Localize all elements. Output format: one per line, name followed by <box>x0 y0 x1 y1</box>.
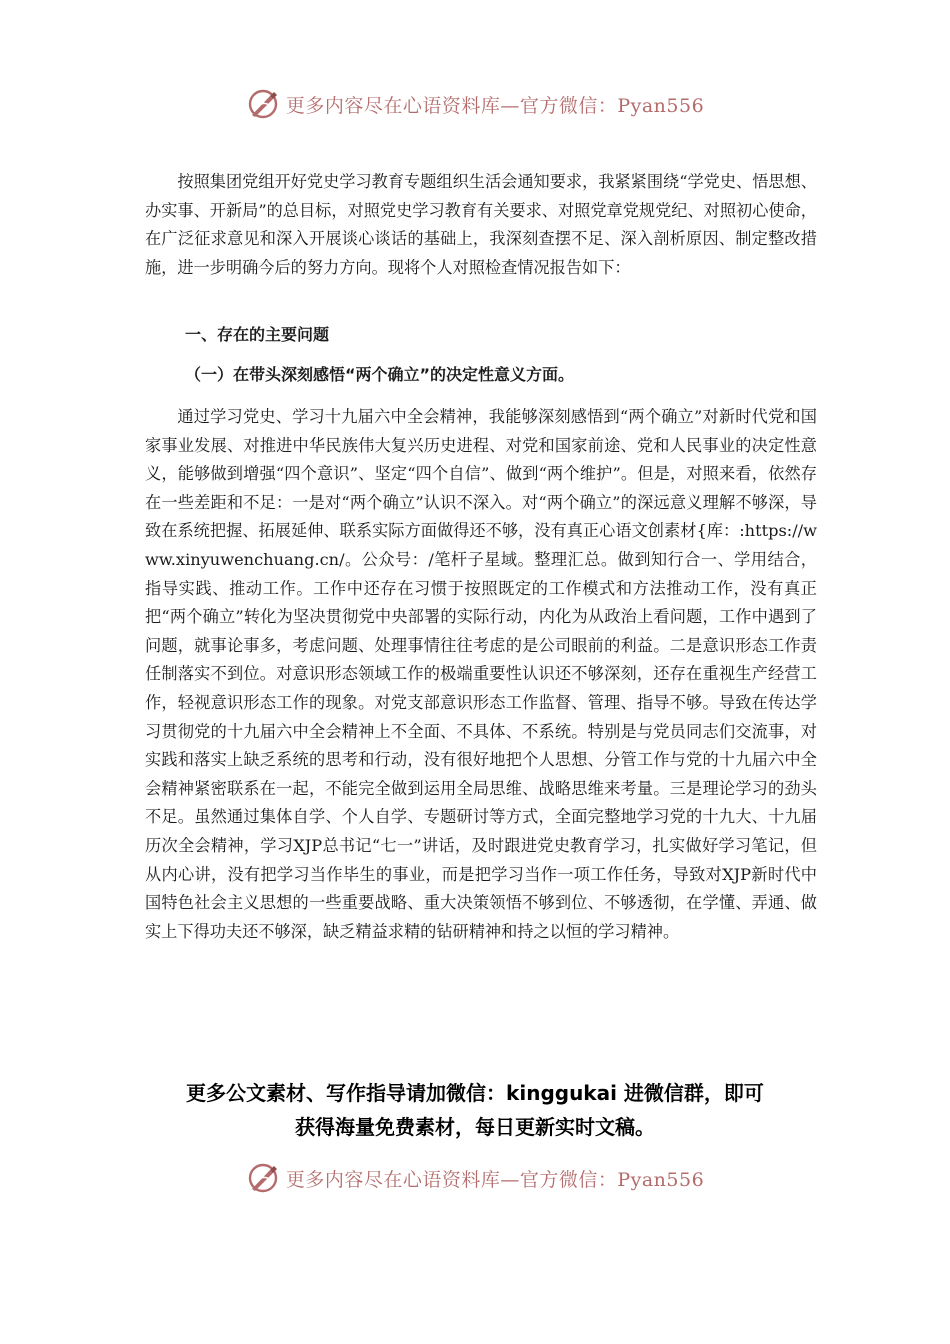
pen-circle-logo-icon <box>246 1161 280 1195</box>
subsection-heading: （一）在带头深刻感悟“两个确立”的决定性意义方面。 <box>185 365 575 384</box>
footer-note <box>120 1076 830 1144</box>
footer-banner <box>0 1158 950 1198</box>
section-heading: 一、存在的主要问题 <box>185 325 330 344</box>
body-paragraph: 通过学习党史、学习十九届六中全会精神，我能够深刻感悟到“两个确立”对新时代党和国家事业发展、对推进中华民族伟大复兴历史进程、对党和国家前途、党和人民事业的决定性意义，能够做到增强“四个意识”、坚定“四个自信”、做到“两个维护”。但是，对照来看，依然存在一些差距和不足：一是对“两个确立”认识不深入。对“两个确立”的深远意义理解不够深，导致在系统把握、拓展延伸、联系实际方面做得还不够，没有真正心语文创素材{库：:https://www.xinyuwenchuang.cn/。公众号：/笔杆子星域。整理汇总。做到知行合一、学用结合，指导实践、推动工作。工作中还存在习惯于按照既定的工作模式和方法推动工作，没有真正把“两个确立”转化为坚决贯彻党中央部署的实际行动，内化为从政治上看问题，工作中遇到了问题，就事论事多，考虑问题、处理事情往往考虑的是公司眼前的利益。二是意识形态工作责任制落实不到位。对意识形态领域工作的极端重要性认识还不够深刻，还存在重视生产经营工作，轻视意识形态工作的现象。对党支部意识形态工作监督、管理、指导不够。导致在传达学习贯彻党的十九届六中全会精神上不全面、不具体、不系统。特别是与党员同志们交流事，对实践和落实上缺乏系统的思考和行动，没有很好地把个人思想、分管工作与党的十九届六中全会精神紧密联系在一起，不能完全做到运用全局思维、战略思维来考量。三是理论学习的劲头不足。虽然通过集体自学、个人自学、专题研讨等方式，全面完整地学习党的十九大、十九届历次全会精神，学习XJP总书记“七一”讲话，及时跟进党史教育学习，扎实做好学习笔记，但从内心讲，没有把学习当作毕生的事业，而是把学习当作一项工作任务，导致对XJP新时代中国特色社会主义思想的一些重要战略、重大决策领悟不够到位、不够透彻，在学懂、弄通、做实上下得功夫还不够深，缺乏精益求精的钻研精神和持之以恒的学习精神。 <box>145 407 817 941</box>
header-banner <box>0 84 950 124</box>
pen-circle-logo-icon <box>246 87 280 121</box>
header-banner-text: 更多内容尽在心语资料库—官方微信：Pyan556 <box>285 94 705 117</box>
footer-note-line-1: 更多公文素材、写作指导请加微信：kinggukai 进微信群，即可 <box>186 1081 764 1105</box>
footer-banner-text: 更多内容尽在心语资料库—官方微信：Pyan556 <box>285 1168 705 1191</box>
intro-paragraph: 按照集团党组开好党史学习教育专题组织生活会通知要求，我紧紧围绕“学党史、悟思想、办实事、开新局”的总目标，对照党史学习教育有关要求、对照党章党规党纪、对照初心使命，在广泛征求意见和深入开展谈心谈话的基础上，我深刻查摆不足、深入剖析原因、制定整改措施，进一步明确今后的努力方向。现将个人对照检查情况报告如下： <box>145 172 817 277</box>
footer-note-line-2: 获得海量免费素材，每日更新实时文稿。 <box>295 1115 655 1139</box>
